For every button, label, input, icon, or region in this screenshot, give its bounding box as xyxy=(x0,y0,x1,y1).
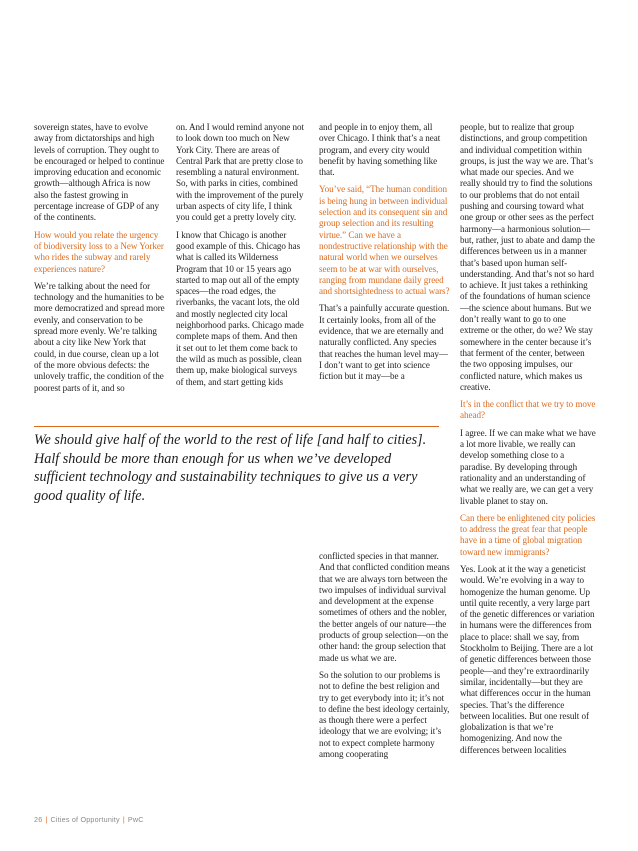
footer-separator: | xyxy=(122,815,125,824)
body-paragraph: I agree. If we can make what we have a lot more livable, we really can develop something close to a paradise. By developing through rationality and an understanding of what we really are, we can get a very livable planet to stay on. xyxy=(460,427,596,506)
body-paragraph: I know that Chicago is another good example of this. Chicago has what is called its Wilderness Program that 10 or 15 years ago started to map out all of the empty spaces—the road edges, the riverbanks, the vacant lots, the old and mostly neglected city local neighborhood parks. Chicago made complete maps of them. And then it set out to let them come back to the wild as much as possible, clean them up, make biological surveys of them, and start getting kids xyxy=(176,229,304,387)
body-paragraph: people, but to realize that group distinctions, and group competition and individual competition within groups, is just the way we are. That’s what made our species. And we really should try to find the solutions to our problems that do not entail pushing and coursing toward what one group or other sees as the perfect harmony—a harmonious solution—but, rather, just to abate and damp the differences between us in a manner that’s based upon human self-understanding. And that’s not so hard to achieve. It just takes a rethinking of the foundations of human science—the science about humans. But we don’t really want to go to one extreme or the other, do we? We stay somewhere in the center because it’s that ferment of the center, between the two opposing impulses, our conflicted nature, which makes us creative. xyxy=(460,122,595,392)
article-column-2 xyxy=(176,122,304,394)
page-number: 26 xyxy=(34,815,43,824)
footer-separator: | xyxy=(45,815,48,824)
article-column-1 xyxy=(34,122,166,400)
body-paragraph: We’re talking about the need for technology and the humanities to be more democratized and spread more evenly, and conservation to be spread more evenly. We’re talking about a city like New York that could, in due course, clean up a lot of the more obvious defects: the unlovely traffic, the condition of the poorest parts of it, and so xyxy=(34,280,165,393)
interview-question: It’s in the conflict that we try to move ahead? xyxy=(460,399,596,421)
body-paragraph: and people in to enjoy them, all over Chicago. I think that’s a neat program, and every city would benefit by having something like that. xyxy=(319,122,441,178)
page-footer xyxy=(34,815,144,824)
body-paragraph: That’s a painfully accurate question. It certainly looks, from all of the evidence, that we are eternally and naturally conflicted. Any species that reaches the human level may—I don’t want to get into science fiction but it may—be a xyxy=(319,303,450,382)
body-paragraph: on. And I would remind anyone not to look down too much on New York City. There are areas of Central Park that are pretty close to resembling a natural environment. So, with parks in cities, combined with the improvement of the purely urban aspects of city life, I think you could get a pretty lovely city. xyxy=(176,122,304,223)
body-paragraph: sovereign states, have to evolve away from dictatorships and high levels of corruption. They ought to be encouraged or helped to continue improving education and economic growth—although Africa is now also the fastest growing in percentage increase of GDP of any of the continents. xyxy=(34,122,165,223)
publisher-name: PwC xyxy=(127,815,144,824)
body-paragraph: So the solution to our problems is not to define the best religion and try to get everybody into it; it’s not to define the best ideology certainly, as though there were a perfect ideology that we are evolving; it’s not to expect complete harmony among cooperating xyxy=(319,669,450,760)
interview-question: Can there be enlightened city policies to address the great fear that people have in a time of global migration toward new immigrants? xyxy=(460,512,596,557)
body-paragraph: Yes. Look at it the way a geneticist would. We’re evolving in a way to homogenize the human genome. Up until quite recently, a very large part of the genetic differences or variation in humans were the differences from place to place: shall we say, from Stockholm to Beijing. There are a lot of genetic differences between those people—and they’re extraordinarily similar, incidentally—but they are what differences occur in the human species. That’s the difference between localities. But one result of globalization is that we’re homogenizing. And now the differences between localities xyxy=(460,563,595,755)
publication-title: Cities of Opportunity xyxy=(50,815,120,824)
article-column-3-continued xyxy=(319,551,450,766)
interview-question: You’ve said, “The human condition is being hung in between individual selection and its consequent sin and group selection and its resulting virtue.” Can we have a nondestructive relationship with the natural world when we ourselves seem to be at war with ourselves, ranging from mundane daily greed and shortsightedness to actual wars? xyxy=(319,184,450,297)
article-column-4 xyxy=(460,122,596,762)
pull-quote: We should give half of the world to the rest of life [and half to cities]. Half should be more than enough for us when we’ve developed sufficient technology and sustainability techniques to give us a very good quality of life. xyxy=(34,432,427,504)
pull-quote-rule xyxy=(34,426,439,427)
interview-question: How would you relate the urgency of biodiversity loss to a New Yorker who rides the subway and rarely experiences nature? xyxy=(34,229,164,274)
article-column-3 xyxy=(319,122,450,389)
body-paragraph: conflicted species in that manner. And that conflicted condition means that we are always torn between the two impulses of individual survival and development at the expense sometimes of others and the nobler, the better angels of our nature—the products of group selection—on the other hand: the group selection that made us what we are. xyxy=(319,551,450,663)
